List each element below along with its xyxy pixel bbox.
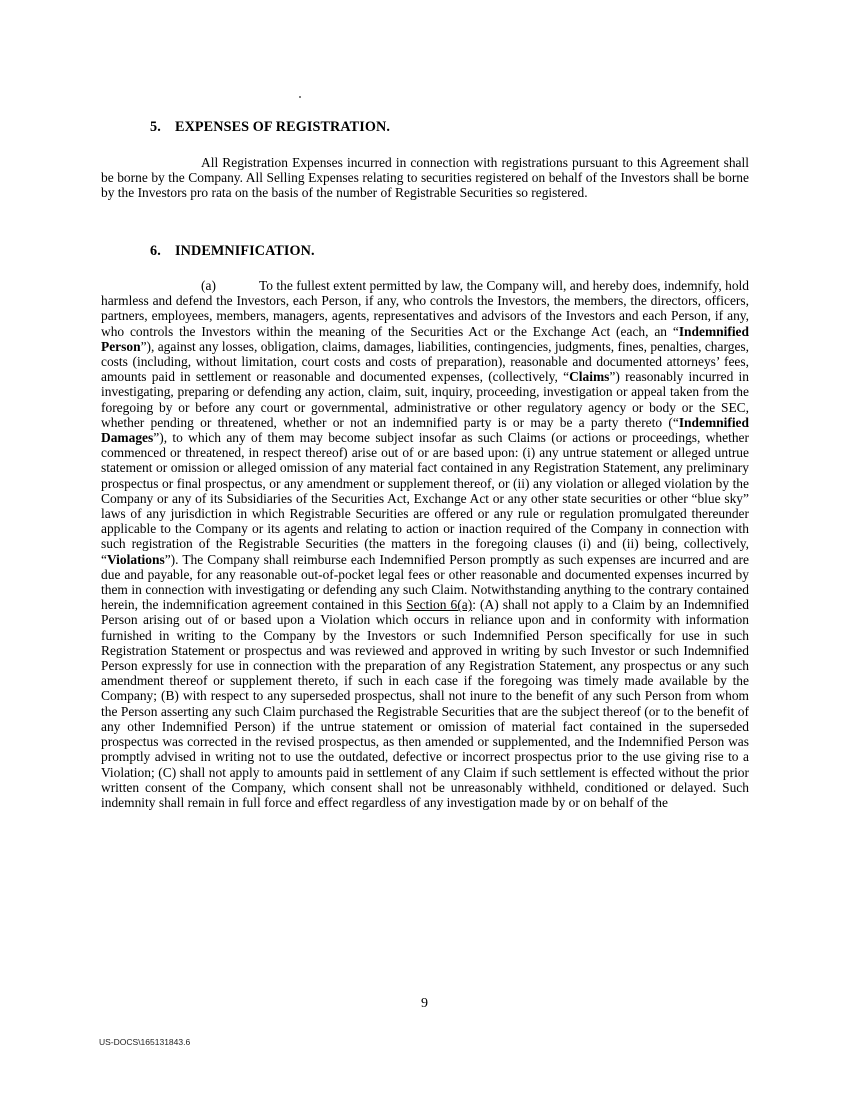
section-6a-text-2: ”), against any losses, obligation, claims, damages, liabilities, contingencies, judgments, fines, penalties, charges, costs (including, without limitation, court costs and costs of preparation), reasonable and documented attorneys’ fees, amounts paid in settlement or reasonable and documented expenses, (collectively, “	[101, 338, 749, 385]
section-5-heading	[150, 119, 390, 136]
section-6a-text-3: ”) reasonably incurred in investigating, preparing or defending any action, claim, suit, inquiry, proceeding, investigation or appeal taken from the foregoing by or before any court or governmental, administrative or other regulatory agency or body or the SEC, whether pending or threatened, whether or not an indemnified party is or may be a party thereto (“	[101, 369, 749, 430]
section-5-body	[101, 155, 749, 201]
section-6a-text-4: ”), to which any of them may become subject insofar as such Claims (or actions or proceedings, whether commenced or threatened, in respect thereof) arise out of or are based upon: (i) any untrue statement or alleged untrue statement or omission or alleged omission of any material fact contained in any Registration Statement, any preliminary prospectus or final prospectus, or any amendment or supplement thereof, or (ii) any violation or alleged violation by the Company or any of its Subsidiaries of the Securities Act, Exchange Act or any other state securities or other “blue sky” laws of any jurisdiction in which Registrable Securities are offered or any rule or regulation promulgated thereunder applicable to the Company or its agents and relating to action or inaction required of the Company in connection with such registration of the Registrable Securities (the matters in the foregoing clauses (i) and (ii) being, collectively, “	[101, 430, 749, 567]
section-6a-text-5: ”). The Company shall reimburse each Indemnified Person promptly as such expenses are incurred and are due and payable, for any reasonable out-of-pocket legal fees or other reasonable and documented expenses incurred by them in connection with investigating or defending any such Claim. Notwithstanding anything to the contrary contained herein, the indemnification agreement contained in this	[101, 551, 749, 613]
section-6-heading	[150, 243, 315, 260]
section-6a-text-1: To the fullest extent permitted by law, the Company will, and hereby does, indemnify, hold harmless and defend the Investors, each Person, if any, who controls the Investors, the members, the directors, officers, partners, employees, members, managers, agents, representatives and advisors of the Investors and each Person, if any, who controls the Investors within the meaning of the Securities Act or the Exchange Act (each, an “	[101, 278, 749, 339]
section-5-text: All Registration Expenses incurred in connection with registrations pursuant to this Agreement shall be borne by the Company. All Selling Expenses relating to securities registered on behalf of the Investors shall be borne by the Investors pro rata on the basis of the number of Registrable Securities so registered.	[101, 155, 749, 201]
section-6a-text-6: : (A) shall not apply to a Claim by an Indemnified Person arising out of or based upon a Violation which occurs in reliance upon and in conformity with information furnished in writing to the Company by the Investors or such Indemnified Person specifically for use in such Registration Statement or prospectus and was reviewed and approved in writing by such Investor or such Indemnified Person expressly for use in connection with the preparation of any Registration Statement, any prospectus or any such amendment thereof or supplement thereto, if such in each case if the foregoing was timely made available by the Company; (B) with respect to any superseded prospectus, shall not inure to the benefit of any such Person from whom the Person asserting any such Claim purchased the Registrable Securities that are the subject thereof (or to the benefit of any other Indemnified Person) if the untrue statement or omission of material fact contained in the superseded prospectus was corrected in the revised prospectus, as then amended or supplemented, and the Indemnified Person was promptly advised in writing not to use the outdated, defective or incorrect prospectus prior to the use giving rise to a Violation; (C) shall not apply to amounts paid in settlement of any Claim if such settlement is effected without the prior written consent of the Company, which consent shall not be unreasonably withheld, conditioned or delayed. Such indemnity shall remain in full force and effect regardless of any investigation made by or on behalf of the	[101, 597, 749, 810]
page-mark	[299, 96, 301, 98]
section-5-number: 5.	[150, 119, 161, 135]
defined-term-claims: Claims	[569, 369, 610, 385]
defined-term-indemnified-damages: Indemnified Damages	[101, 414, 749, 446]
defined-term-indemnified-person: Indemnified Person	[101, 323, 749, 354]
section-6a-body	[101, 278, 749, 810]
page-number: 9	[421, 996, 428, 1011]
footer-doc-id: US-DOCS\165131843.6	[99, 1037, 191, 1047]
subsection-label: (a)	[201, 278, 216, 293]
section-5-title: EXPENSES OF REGISTRATION.	[175, 119, 390, 135]
defined-term-violations: Violations	[106, 551, 165, 567]
section-6-number: 6.	[150, 243, 161, 259]
section-6-title: INDEMNIFICATION.	[175, 243, 315, 259]
section-reference: Section 6(a)	[406, 597, 473, 613]
